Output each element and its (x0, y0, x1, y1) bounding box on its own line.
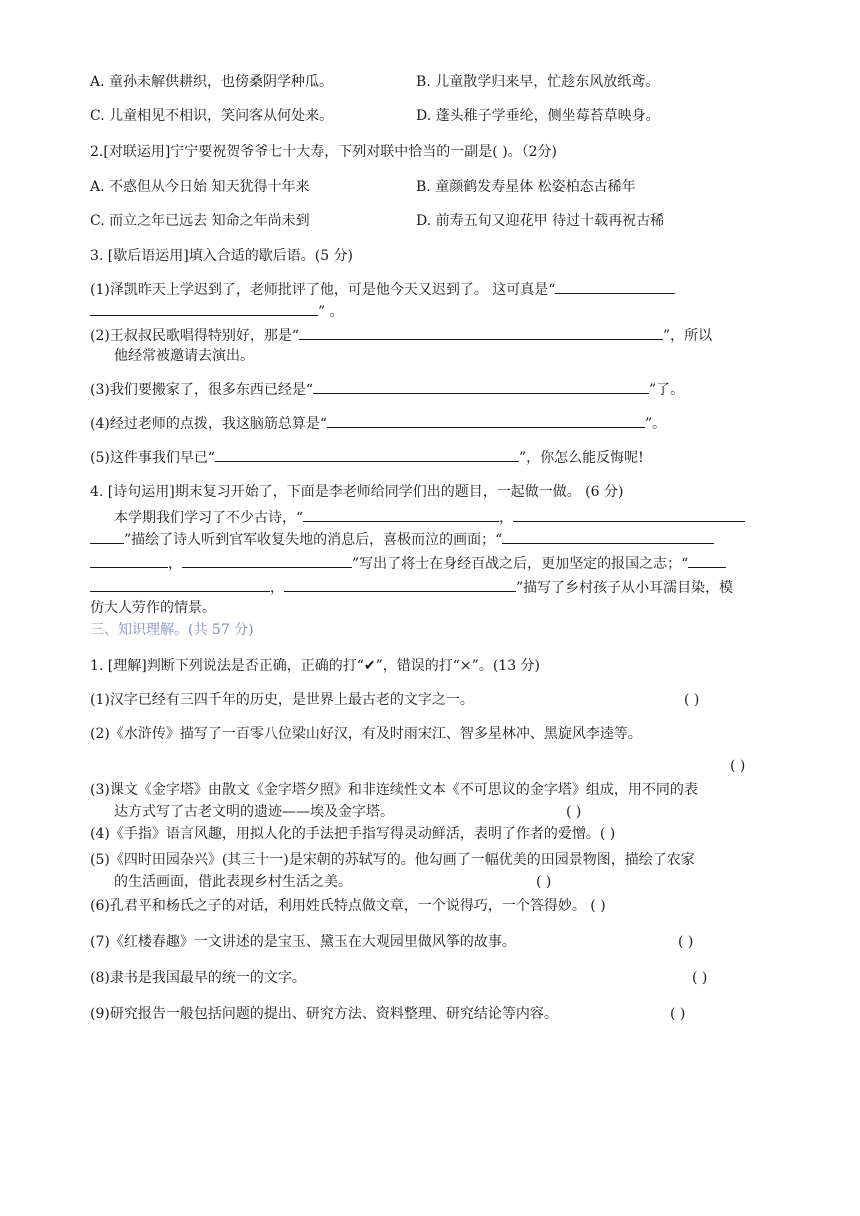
q2-option-c: C. 而立之年已远去 知命之年尚未到 (90, 213, 310, 229)
judge-item-3: (3)课文《金字塔》由散文《金字塔夕照》和非连续性文本《不可思议的金字塔》组成，用不同的表 (90, 782, 698, 798)
q4-l1-text: 本学期我们学习了不少古诗，“ (114, 510, 304, 526)
q4-blank-3[interactable] (502, 528, 714, 544)
q3-s2-text: (2)王叔叔民歌唱得特别好，那是“ (90, 328, 299, 344)
q1-option-a: A. 童孙未解供耕织，也傍桑阴学种瓜。 (90, 74, 334, 90)
q4-l3-text: ”写出了将士在身经百战之后，更加坚定的报国之志；“ (352, 556, 689, 572)
q3-s1-blank-cont[interactable] (90, 300, 318, 316)
q1-option-b: B. 儿童散学归来早，忙趁东风放纸鸢。 (416, 74, 660, 90)
judge-item-4: (4)《手指》语言风趣，用拟人化的手法把手指写得灵动鲜活，表明了作者的爱憎。( ) (90, 826, 616, 842)
judge-answer-5[interactable]: ( ) (536, 874, 552, 890)
q4-blank-4[interactable] (182, 552, 352, 568)
q3-s4-blank[interactable] (327, 412, 645, 428)
q4-line-5: 仿大人劳作的情景。 (90, 600, 216, 616)
q3-s2-end: ”，所以 (663, 328, 713, 344)
judge-item-1: (1)汉字已经有三四千年的历史，是世界上最古老的文字之一。 (90, 692, 474, 708)
q4-l4-text: ”描写了乡村孩子从小耳濡目染，模 (516, 580, 734, 596)
q4-blank-6[interactable] (284, 576, 516, 592)
q3-s4-text: (4)经过老师的点拨，我这脑筋总算是“ (90, 416, 327, 432)
q4-stem: 4. [诗句运用]期末复习开始了，下面是李老师给同学们出的题目，一起做一做。 (6 分) (90, 484, 624, 500)
q3-s5-text: (5)这件事我们早已“ (90, 450, 215, 466)
q3-s5-end: ”，你怎么能反悔呢! (519, 450, 644, 466)
judge-item-2: (2)《水浒传》描写了一百零八位梁山好汉，有及时雨宋江、智多星林冲、黑旋风李逵等。 (90, 726, 642, 742)
q3-s3-blank[interactable] (313, 378, 649, 394)
judge-answer-9[interactable]: ( ) (670, 1006, 686, 1022)
judge-stem: 1. [理解]判断下列说法是否正确，正确的打“✔”，错误的打“×”。(13 分) (90, 658, 541, 674)
judge-item-5: (5)《四时田园杂兴》(其三十一)是宋朝的苏轼写的。他勾画了一幅优美的田园景物图，描绘了农家 (90, 852, 695, 868)
judge-answer-7[interactable]: ( ) (678, 934, 694, 950)
q2-stem: 2.[对联运用]宁宁要祝贺爷爷七十大寿，下列对联中恰当的一副是( )。（2分) (90, 144, 558, 160)
q4-line-3 (90, 552, 726, 574)
q4-blank-1[interactable] (303, 506, 499, 522)
q3-s3-text: (3)我们要搬家了，很多东西已经是“ (90, 382, 313, 398)
q3-sentence-2 (90, 324, 712, 346)
judge-item-6: (6)孔君平和杨氏之子的对话，利用姓氏特点做文章，一个说得巧，一个答得妙。 ( ) (90, 898, 606, 914)
q1-option-c: C. 儿童相见不相识，笑问客从何处来。 (90, 108, 334, 124)
q3-s3-end: ”了。 (649, 382, 685, 398)
judge-answer-2[interactable]: ( ) (730, 758, 746, 774)
q3-s1-blank[interactable] (555, 278, 675, 294)
q3-stem: 3. [歇后语运用]填入合适的歇后语。(5 分) (90, 248, 354, 264)
judge-item-9: (9)研究报告一般包括问题的提出、研究方法、资料整理、研究结论等内容。 (90, 1006, 558, 1022)
q4-line-4 (90, 576, 733, 598)
q3-sentence-1 (90, 278, 675, 300)
q4-blank-5-cont[interactable] (90, 576, 270, 592)
q2-option-b: B. 童颜鹤发寿星体 松姿柏态古稀年 (416, 179, 636, 195)
judge-answer-3[interactable]: ( ) (566, 804, 582, 820)
q2-option-d: D. 前寿五旬又迎花甲 待过十载再祝古稀 (416, 213, 665, 229)
q3-s5-blank[interactable] (215, 446, 519, 462)
q4-blank-2[interactable] (513, 506, 745, 522)
q3-sentence-1-cont (90, 300, 344, 322)
judge-answer-1[interactable]: ( ) (684, 692, 700, 708)
judge-item-7: (7)《红楼春趣》一文讲述的是宝玉、黛玉在大观园里做风筝的故事。 (90, 934, 516, 950)
q3-sentence-5 (90, 446, 644, 468)
q4-line-1 (114, 506, 745, 528)
judge-item-8: (8)隶书是我国最早的统一的文字。 (90, 970, 306, 986)
q3-s1-text: (1)泽凯昨天上学迟到了，老师批评了他，可是他今天又迟到了。 这可真是“ (90, 282, 556, 298)
q3-s4-end: ”。 (645, 416, 667, 432)
q3-s1-end: ” 。 (318, 304, 344, 320)
q2-option-a: A. 不惑但从今日始 知天犹得十年来 (90, 179, 310, 195)
q4-blank-5[interactable] (688, 552, 726, 568)
q3-sentence-3 (90, 378, 684, 400)
q3-s2-blank[interactable] (299, 324, 663, 340)
q3-s2-cont: 他经常被邀请去演出。 (114, 348, 254, 364)
q4-l2-text: ”描绘了诗人听到官军收复失地的消息后，喜极而泣的画面；“ (124, 532, 503, 548)
q4-line-2 (90, 528, 714, 550)
q4-comma-2: ， (168, 556, 182, 572)
judge-item-5-cont: 的生活画面，借此表现乡村生活之美。 (114, 874, 352, 890)
q4-comma-1: ， (499, 510, 514, 526)
section-3-title: 三、知识理解。(共 57 分) (90, 622, 254, 638)
q4-blank-2-cont[interactable] (90, 528, 124, 544)
q1-option-d: D. 蓬头稚子学垂纶，侧坐莓苔草映身。 (416, 108, 660, 124)
judge-item-3-cont: 达方式写了古老文明的遗迹——埃及金字塔。 (114, 804, 394, 820)
q4-blank-3-cont[interactable] (90, 552, 168, 568)
judge-answer-8[interactable]: ( ) (692, 970, 708, 986)
q4-comma-3: ， (270, 580, 284, 596)
q3-sentence-4 (90, 412, 666, 434)
